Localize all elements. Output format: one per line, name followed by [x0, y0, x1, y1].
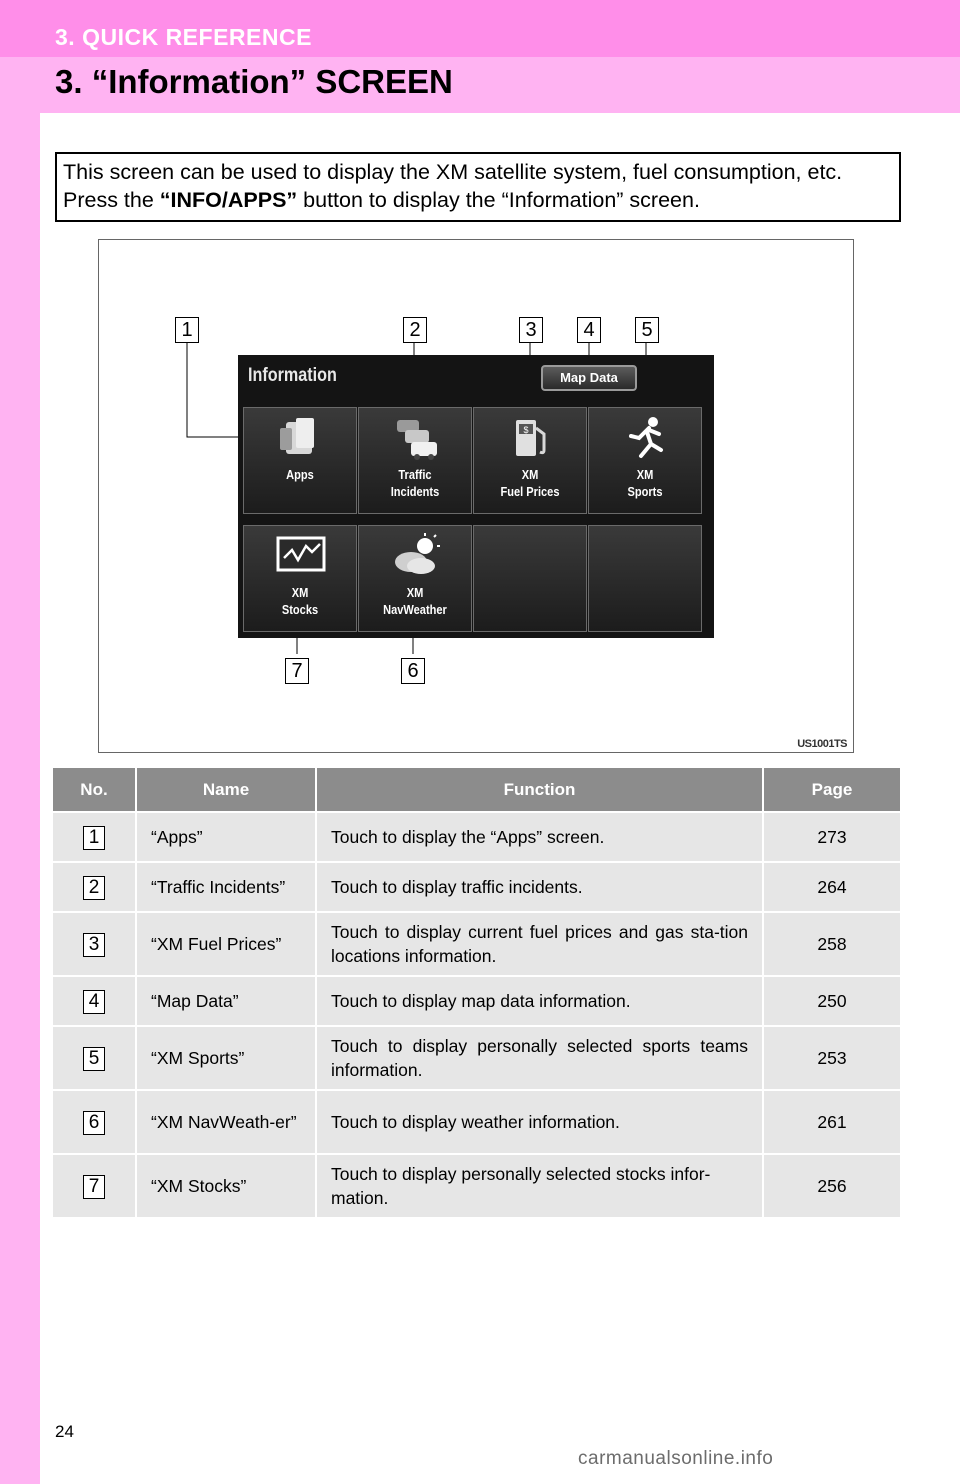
row-number: 6 — [83, 1111, 105, 1135]
xm-stocks-label — [252, 584, 347, 618]
traffic-incidents-label — [367, 466, 462, 500]
intro-text-end: button to display the “Information” screen. — [297, 188, 700, 212]
row-number-cell — [53, 1153, 135, 1217]
callout-1: 1 — [175, 317, 199, 343]
intro-line-1: This screen can be used to display the XM satellite system, fuel consumption, etc. — [63, 160, 843, 184]
map-data-button[interactable]: Map Data — [541, 365, 637, 391]
traffic-label-line1: Traffic — [398, 467, 432, 482]
xm-sports-label — [597, 466, 692, 500]
table-row — [53, 1089, 900, 1153]
apps-label — [252, 466, 347, 483]
sports-label-line1: XM — [636, 467, 654, 482]
navweather-label-line1: XM — [406, 585, 424, 600]
traffic-icon — [391, 414, 441, 460]
fuel-pump-icon — [506, 414, 556, 460]
section-label: 3. QUICK REFERENCE — [55, 24, 312, 50]
row-name: “Map Data” — [135, 975, 315, 1025]
row-number: 7 — [83, 1175, 105, 1199]
row-name: “XM Fuel Prices” — [135, 911, 315, 975]
traffic-incidents-button[interactable] — [358, 407, 472, 514]
row-number: 2 — [83, 876, 105, 900]
callout-6: 6 — [401, 658, 425, 684]
table-row — [53, 861, 900, 911]
apps-button[interactable] — [243, 407, 357, 514]
svg-text:$: $ — [523, 425, 529, 435]
row-number: 3 — [83, 933, 105, 957]
callout-5: 5 — [635, 317, 659, 343]
reference-table — [53, 768, 900, 1217]
xm-fuel-prices-label — [482, 466, 577, 500]
row-number: 4 — [83, 990, 105, 1014]
row-function: Touch to display personally selected sports teams information. — [315, 1025, 762, 1089]
row-number-cell — [53, 911, 135, 975]
xm-fuel-prices-button[interactable] — [473, 407, 587, 514]
sports-runner-icon — [621, 414, 671, 460]
table-row — [53, 1025, 900, 1089]
apps-label-line: Apps — [286, 467, 314, 482]
stocks-label-line1: XM — [291, 585, 309, 600]
table-row — [53, 975, 900, 1025]
traffic-label-line2: Incidents — [390, 484, 440, 499]
row-number-cell — [53, 975, 135, 1025]
row-name: “Traffic Incidents” — [135, 861, 315, 911]
callout-2: 2 — [403, 317, 427, 343]
section-header-band — [0, 0, 960, 57]
callout-3: 3 — [519, 317, 543, 343]
info-apps-button-name: “INFO/APPS” — [159, 188, 298, 212]
row-number: 1 — [83, 826, 105, 850]
weather-icon — [391, 532, 441, 578]
table-row — [53, 911, 900, 975]
fuel-label-line2: Fuel Prices — [500, 484, 560, 499]
row-name: “Apps” — [135, 811, 315, 861]
row-number-cell — [53, 811, 135, 861]
information-screen — [238, 355, 714, 638]
sports-label-line2: Sports — [627, 484, 663, 499]
header-name: Name — [135, 768, 315, 811]
row-function: Touch to display map data information. — [315, 975, 762, 1025]
header-page: Page — [762, 768, 900, 811]
screen-figure — [98, 239, 854, 753]
intro-box — [55, 152, 901, 222]
page-number: 24 — [55, 1422, 74, 1441]
page-title: 3. “Information” SCREEN — [55, 63, 453, 100]
row-page: 256 — [762, 1153, 900, 1217]
row-number: 5 — [83, 1047, 105, 1071]
empty-tile — [588, 525, 702, 632]
header-function: Function — [315, 768, 762, 811]
xm-navweather-label — [367, 584, 462, 618]
screen-title: Information — [248, 365, 337, 386]
row-name: “XM Stocks” — [135, 1153, 315, 1217]
xm-sports-button[interactable] — [588, 407, 702, 514]
callout-4: 4 — [577, 317, 601, 343]
row-page: 253 — [762, 1025, 900, 1089]
row-number-cell — [53, 1025, 135, 1089]
stocks-chart-icon — [276, 532, 326, 578]
row-function: Touch to display personally selected stocks infor-mation. — [315, 1153, 762, 1217]
intro-line-2 — [63, 186, 899, 214]
table-row — [53, 811, 900, 861]
navweather-label-line2: NavWeather — [383, 602, 447, 617]
row-function: Touch to display traffic incidents. — [315, 861, 762, 911]
header-no: No. — [53, 768, 135, 811]
watermark: carmanualsonline.info — [578, 1448, 774, 1469]
row-function: Touch to display weather information. — [315, 1089, 762, 1153]
row-page: 258 — [762, 911, 900, 975]
stocks-label-line2: Stocks — [281, 602, 319, 617]
apps-icon — [276, 414, 326, 460]
row-function: Touch to display the “Apps” screen. — [315, 811, 762, 861]
callout-7: 7 — [285, 658, 309, 684]
row-page: 250 — [762, 975, 900, 1025]
side-color-band — [0, 0, 40, 1484]
table-header-row — [53, 768, 900, 811]
row-page: 264 — [762, 861, 900, 911]
intro-text: Press the — [63, 188, 160, 212]
xm-stocks-button[interactable] — [243, 525, 357, 632]
row-number-cell — [53, 1089, 135, 1153]
title-band — [0, 57, 960, 113]
fuel-label-line1: XM — [521, 467, 539, 482]
xm-navweather-button[interactable] — [358, 525, 472, 632]
row-page: 273 — [762, 811, 900, 861]
row-number-cell — [53, 861, 135, 911]
row-page: 261 — [762, 1089, 900, 1153]
row-function: Touch to display current fuel prices and gas sta-tion locations information. — [315, 911, 762, 975]
empty-tile — [473, 525, 587, 632]
figure-code: US1001TS — [797, 738, 847, 750]
table-row — [53, 1153, 900, 1217]
row-name: “XM NavWeath-er” — [135, 1089, 315, 1153]
row-name: “XM Sports” — [135, 1025, 315, 1089]
